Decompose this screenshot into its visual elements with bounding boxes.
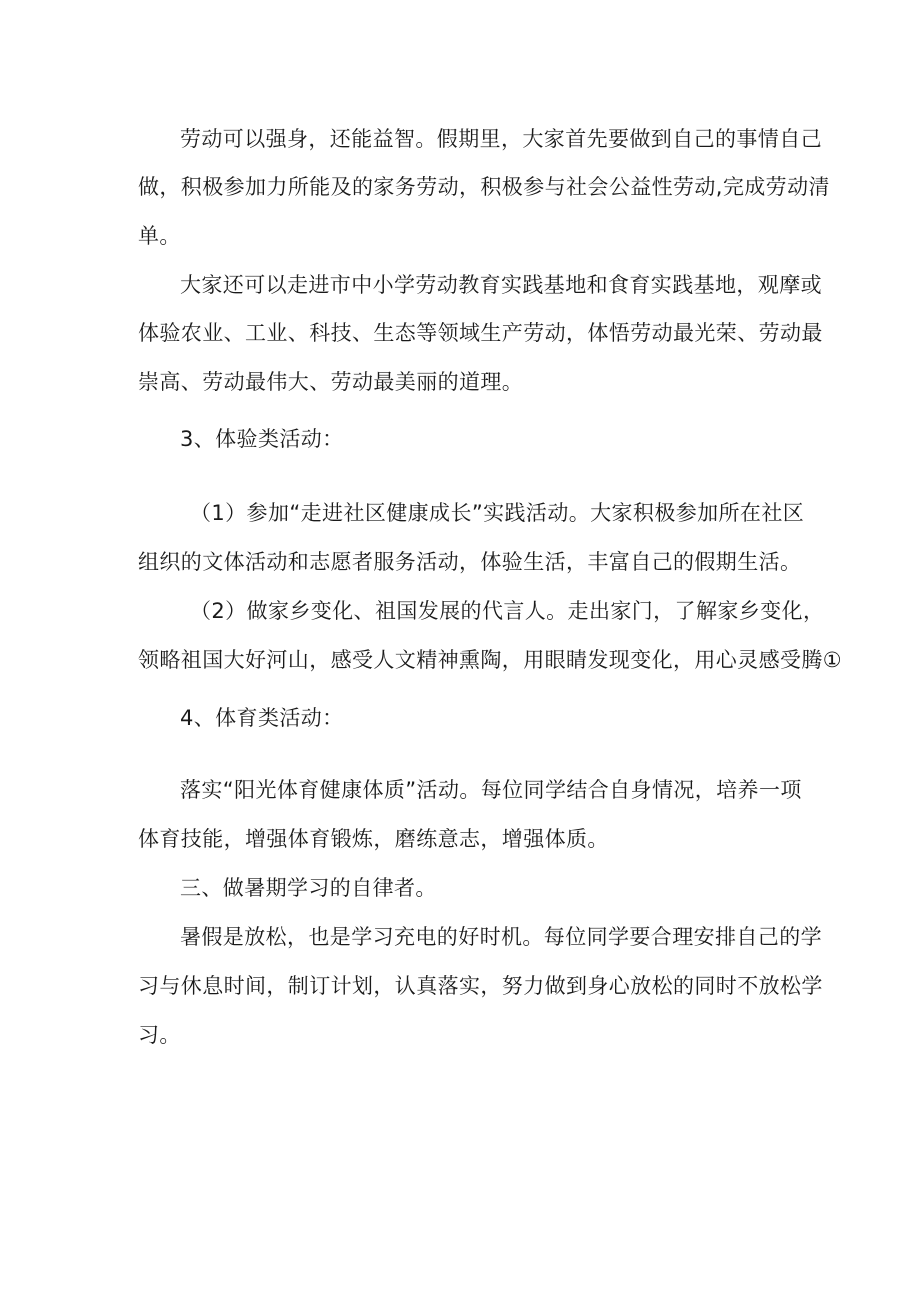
paragraph-community-line-1: （1）参加“走进社区健康成长”实践活动。大家积极参加所在社区 [190,501,805,525]
heading-experience-activities: 3、体验类活动： [180,427,344,451]
paragraph-hometown-line-2: 领略祖国大好河山，感受人文精神熏陶，用眼睛发现变化，用心灵感受腾① [138,648,843,672]
paragraph-practice-base-line-1: 大家还可以走进市中小学劳动教育实践基地和食育实践基地，观摩或 [180,273,822,297]
paragraph-labor-line-2: 做，积极参加力所能及的家务劳动，积极参与社会公益性劳动,完成劳动清 [138,175,830,199]
paragraph-hometown-line-1: （2）做家乡变化、祖国发展的代言人。走出家门，了解家乡变化， [190,599,825,623]
paragraph-summer-study-line-2: 习与休息时间，制订计划，认真落实，努力做到身心放松的同时不放松学 [138,974,823,998]
paragraph-practice-base-line-2: 体验农业、工业、科技、生态等领域生产劳动，体悟劳动最光荣、劳动最 [138,321,823,345]
heading-summer-study: 三、做暑期学习的自律者。 [180,876,437,900]
paragraph-sunshine-sports-line-2: 体育技能，增强体育锻炼，磨练意志，增强体质。 [138,827,609,851]
paragraph-labor-line-1: 劳动可以强身，还能益智。假期里，大家首先要做到自己的事情自己 [180,127,822,151]
heading-sports-activities: 4、体育类活动： [180,706,344,730]
paragraph-summer-study-line-3: 习。 [138,1023,181,1047]
paragraph-practice-base-line-3: 崇高、劳动最伟大、劳动最美丽的道理。 [138,370,524,394]
paragraph-labor-line-3: 单。 [138,224,181,248]
paragraph-sunshine-sports-line-1: 落实“阳光体育健康体质”活动。每位同学结合自身情况，培养一项 [180,778,802,802]
paragraph-community-line-2: 组织的文体活动和志愿者服务活动，体验生活，丰富自己的假期生活。 [138,550,802,574]
paragraph-summer-study-line-1: 暑假是放松，也是学习充电的好时机。每位同学要合理安排自己的学 [180,925,822,949]
